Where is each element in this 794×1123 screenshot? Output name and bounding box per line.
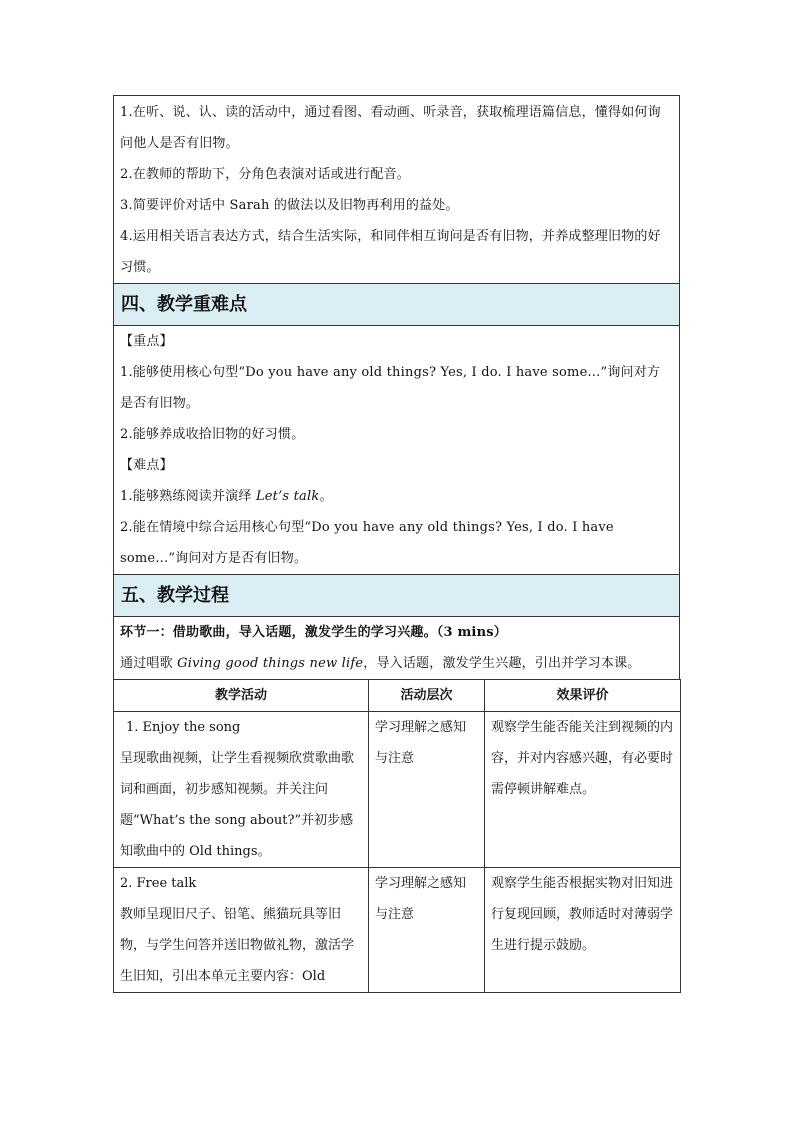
evaluation-cell: 观察学生能否能关注到视频的内容，并对内容感兴趣，有必要时需停顿讲解难点。 [485, 712, 681, 868]
key-difficult-box [113, 325, 680, 574]
difficult-point-item: 2.能在情境中综合运用核心句型“Do you have any old things? Yes, I do. I have some...”询问对方是否有旧物。 [120, 520, 614, 566]
song-title: Giving good things new life [177, 656, 364, 671]
table-row [114, 712, 681, 868]
activity-cell [114, 868, 369, 993]
activity-cell [114, 712, 369, 868]
activity-body: 教师呈现旧尺子、铅笔、熊猫玩具等旧物，与学生问答并送旧物做礼物，激活学生旧知，引出本单元主要内容：Old [120, 907, 355, 984]
step1-intro-prefix: 通过唱歌 [120, 656, 178, 671]
lesson-plan-document [113, 95, 680, 993]
column-header: 教学活动 [114, 680, 369, 712]
level-cell: 学习理解之感知与注意 [369, 868, 485, 993]
lets-talk-title: Let’s talk [255, 489, 320, 504]
column-header: 效果评价 [485, 680, 681, 712]
activity-body: 呈现歌曲视频，让学生看视频欣赏歌曲歌词和画面，初步感知视频。并关注问题“What’s the song about?”并初步感知歌曲中的 Old things。 [120, 751, 355, 859]
objective-item: 4.运用相关语言表达方式，结合生活实际，和同伴相互询问是否有旧物，并养成整理旧物的好习惯。 [120, 229, 661, 275]
step1-intro-suffix: ，导入话题，激发学生兴趣，引出并学习本课。 [363, 656, 641, 671]
difficult-point-prefix: 1.能够熟练阅读并演绎 [120, 489, 256, 504]
difficult-point-suffix: 。 [319, 489, 333, 504]
step1-heading: 环节一：借助歌曲，导入话题，激发学生的学习兴趣。（3 mins） [120, 625, 507, 640]
key-point-item: 2.能够养成收拾旧物的好习惯。 [120, 427, 305, 442]
objective-item: 1.在听、说、认、读的活动中，通过看图、看动画、听录音，获取梳理语篇信息，懂得如何询问他人是否有旧物。 [120, 105, 661, 151]
column-header: 活动层次 [369, 680, 485, 712]
activity-table [113, 679, 681, 993]
step1-intro-box [113, 616, 680, 679]
objectives-box [113, 95, 680, 283]
section-heading-process: 五、教学过程 [113, 574, 680, 616]
key-point-item: 1.能够使用核心句型“Do you have any old things? Yes, I do. I have some...”询问对方是否有旧物。 [120, 365, 661, 411]
evaluation-cell: 观察学生能否根据实物对旧知进行复现回顾，教师适时对薄弱学生进行提示鼓励。 [485, 868, 681, 993]
objective-item: 2.在教师的帮助下，分角色表演对话或进行配音。 [120, 167, 411, 182]
objective-item: 3.简要评价对话中 Sarah 的做法以及旧物再利用的益处。 [120, 198, 459, 213]
key-points-label: 【重点】 [120, 334, 173, 349]
table-header-row [114, 680, 681, 712]
section-heading-key-difficult: 四、教学重难点 [113, 283, 680, 325]
difficult-points-label: 【难点】 [120, 458, 173, 473]
step1-intro [120, 648, 673, 679]
activity-title: 2. Free talk [120, 876, 197, 891]
difficult-point-item [120, 481, 673, 512]
table-row [114, 868, 681, 993]
level-cell: 学习理解之感知与注意 [369, 712, 485, 868]
activity-title: 1. Enjoy the song [126, 720, 241, 735]
